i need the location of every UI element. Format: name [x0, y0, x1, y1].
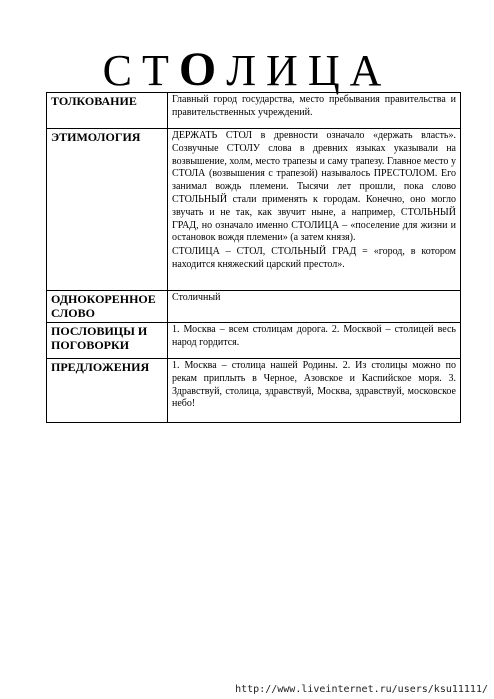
definition-paragraph: 1. Москва – всем столицам дорога. 2. Москвой – столицей весь народ гордится. [172, 324, 456, 348]
table-row [47, 359, 461, 423]
table-row [47, 323, 461, 359]
title-part-3: ЛИЦА [226, 46, 392, 95]
row-term: ПРЕДЛОЖЕНИЯ [47, 359, 168, 423]
row-definition [168, 359, 461, 423]
definition-paragraph: 1. Москва – столица нашей Родины. 2. Из столицы можно по рекам приплыть в Черное, Азовское и Каспийское моря. 3. Здравствуй, столица, здравствуй, Москва, здравствуй, московское небо! [172, 360, 456, 410]
title-part-2: О [178, 43, 227, 96]
word-info-table [46, 92, 461, 423]
title-part-1: СТ [102, 46, 179, 95]
row-definition [168, 129, 461, 291]
row-definition [168, 93, 461, 129]
row-definition [168, 291, 461, 323]
row-term: ОДНОКОРЕННОЕ СЛОВО [47, 291, 168, 323]
page-title [0, 44, 494, 97]
row-term: ЭТИМОЛОГИЯ [47, 129, 168, 291]
table-row [47, 129, 461, 291]
table-row [47, 93, 461, 129]
definition-paragraph: ДЕРЖАТЬ СТОЛ в древности означало «держать власть». Созвучные СТОЛУ слова в древних языках указывали на возвышение, холм, место трапезы и саму трапезу. Главное место у СТОЛА (возвышения с трапезой) называлось ПРЕСТОЛОМ. Его занимал вождь племени. Тысячи лет прошли, пока слово СТОЛЬНЫЙ стали применять к городам. Конечно, оно могло звучать и не так, как звучит ныне, а например, СТОЛЬНЫЙ ГРАД, но означало именно СТОЛИЦА – «поселение для жизни и остановок вождя племени» (а затем князя). [172, 130, 456, 244]
definition-paragraph: Главный город государства, место пребывания правительства и правительственных учреждений. [172, 94, 456, 118]
definition-paragraph: СТОЛИЦА – СТОЛ, СТОЛЬНЫЙ ГРАД = «город, в котором находится княжеский царский престол». [172, 246, 456, 270]
row-definition [168, 323, 461, 359]
row-term: ТОЛКОВАНИЕ [47, 93, 168, 129]
definition-paragraph: Столичный [172, 292, 221, 303]
row-term: ПОСЛОВИЦЫ И ПОГОВОРКИ [47, 323, 168, 359]
source-url-watermark: http://www.liveinternet.ru/users/ksu11111/ [235, 684, 488, 695]
table-row [47, 291, 461, 323]
